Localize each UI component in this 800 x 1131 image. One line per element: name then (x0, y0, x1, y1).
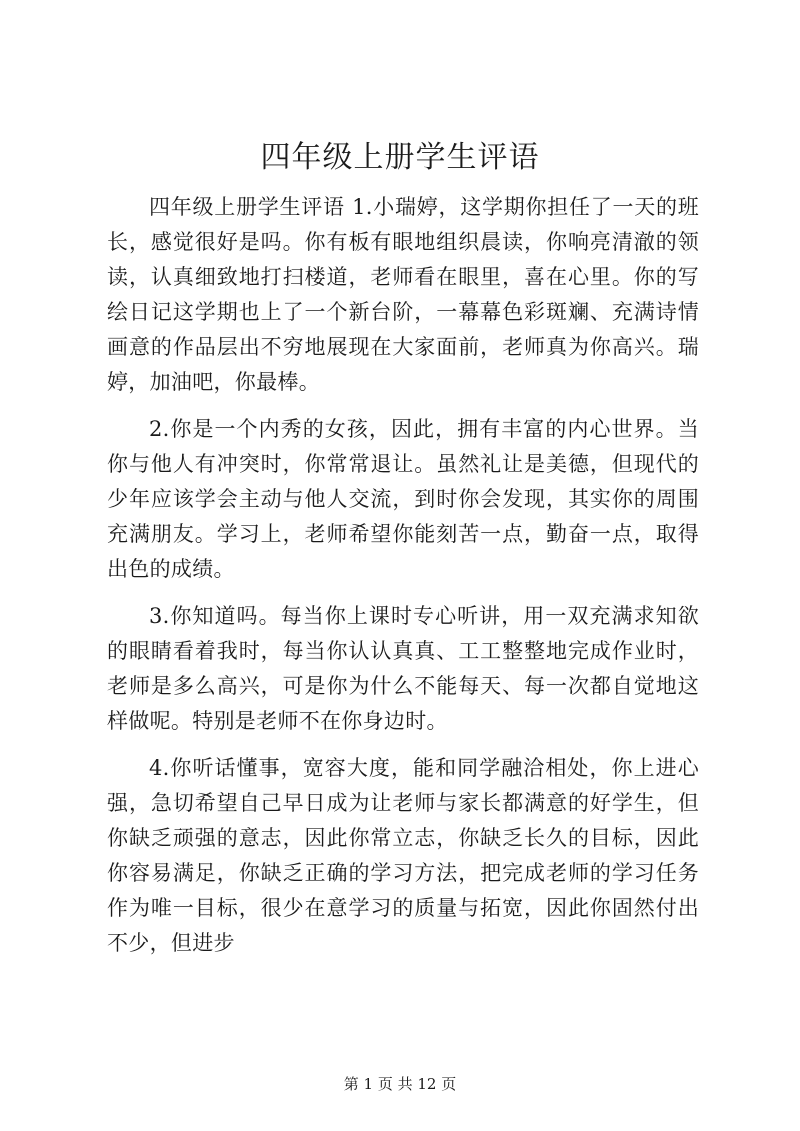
document-body (107, 190, 699, 973)
paragraph-1: 四年级上册学生评语 1.小瑞婷，这学期你担任了一天的班长，感觉很好是吗。你有板有眼地组织晨读，你响亮清澈的领读，认真细致地打扫楼道，老师看在眼里，喜在心里。你的写绘日记这学期也上了一个新台阶，一幕幕色彩斑斓、充满诗情画意的作品层出不穷地展现在大家面前，老师真为你高兴。瑞婷，加油吧，你最棒。 (107, 195, 699, 394)
page-footer: 第 1 页 共 12 页 (343, 1075, 457, 1093)
paragraph-2: 2.你是一个内秀的女孩，因此，拥有丰富的内心世界。当你与他人有冲突时，你常常退让。虽然礼让是美德，但现代的少年应该学会主动与他人交流，到时你会发现，其实你的周围充满朋友。学习上，老师希望你能刻苦一点，勤奋一点，取得出色的成绩。 (107, 417, 699, 581)
paragraph-4: 4.你听话懂事，宽容大度，能和同学融洽相处，你上进心强，急切希望自己早日成为让老师与家长都满意的好学生，但你缺乏顽强的意志，因此你常立志，你缺乏长久的目标，因此你容易满足，你缺乏正确的学习方法，把完成老师的学习任务作为唯一目标，很少在意学习的质量与拓宽，因此你固然付出不少，但进步 (107, 756, 699, 955)
paragraph-3: 3.你知道吗。每当你上课时专心听讲，用一双充满求知欲的眼睛看着我时，每当你认认真真、工工整整地完成作业时，老师是多么高兴，可是你为什么不能每天、每一次都自觉地这样做呢。特别是老师不在你身边时。 (107, 604, 699, 733)
document-title: 四年级上册学生评语 (260, 140, 540, 175)
